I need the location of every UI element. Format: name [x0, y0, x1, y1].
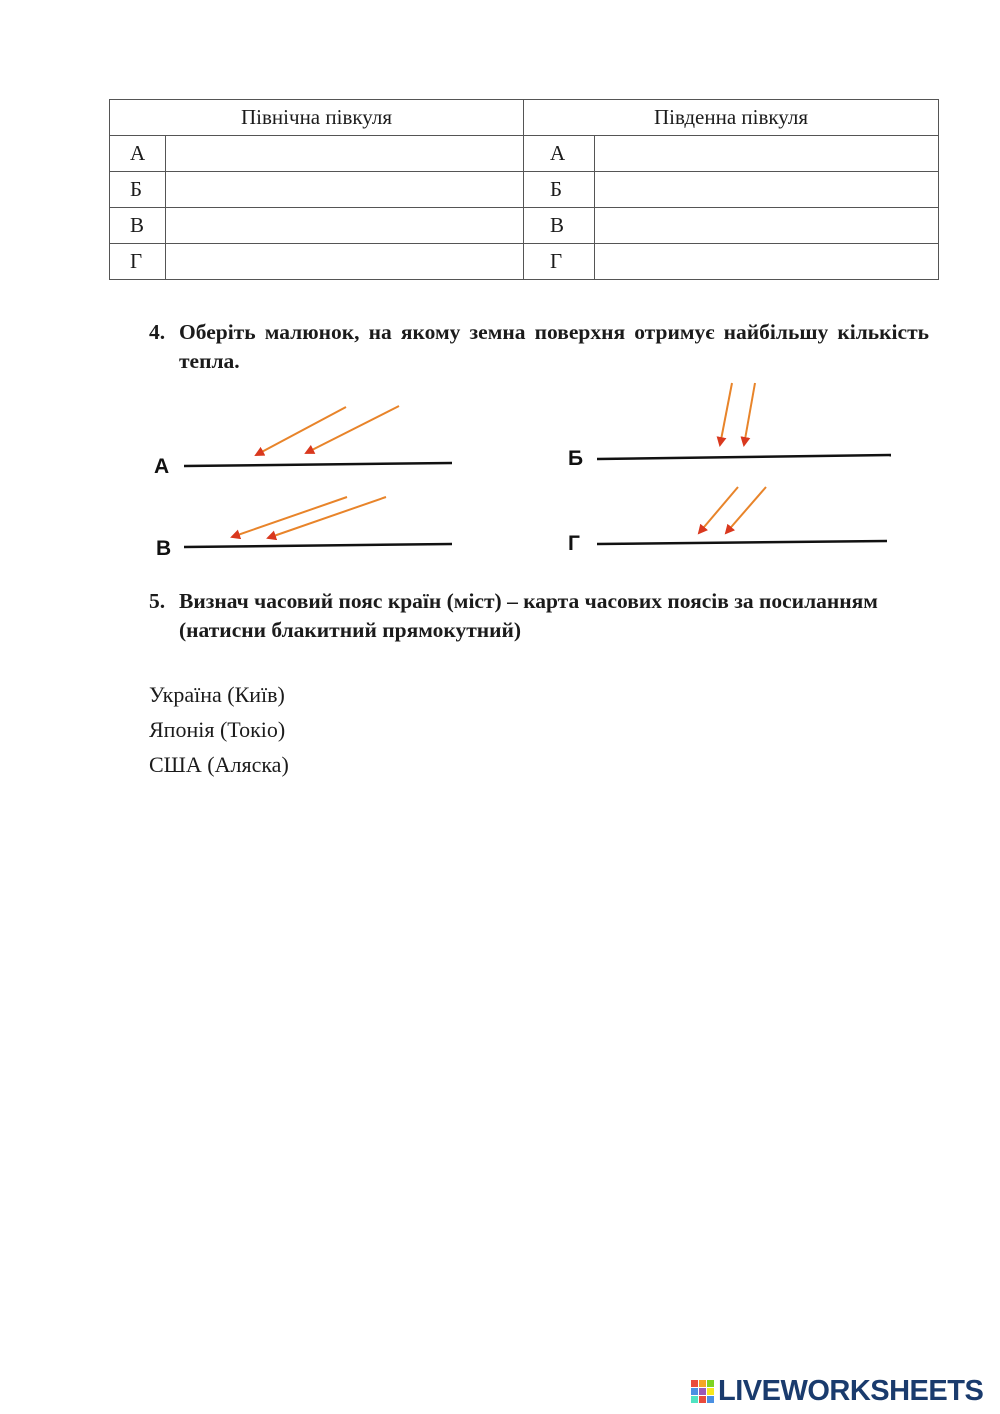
- logo-square: [707, 1396, 714, 1403]
- table-row: [110, 244, 939, 280]
- table-header-row: [110, 100, 939, 136]
- header-north: Північна півкуля: [110, 100, 524, 136]
- table-row: [110, 208, 939, 244]
- panel-label: В: [156, 537, 172, 560]
- south-answer-field[interactable]: [595, 172, 939, 208]
- north-answer-field[interactable]: [166, 172, 524, 208]
- question-text: Визнач часовий пояс країн (міст) – карта часових поясів за посиланням (натисни блакитний прямокутний): [179, 589, 878, 642]
- north-label: В: [110, 208, 166, 244]
- question-5: [149, 587, 929, 645]
- hemisphere-table: [109, 99, 939, 280]
- south-label: Г: [524, 244, 595, 280]
- north-label: Б: [110, 172, 166, 208]
- logo-square: [691, 1380, 698, 1387]
- north-label: Г: [110, 244, 166, 280]
- north-answer-field[interactable]: [166, 208, 524, 244]
- logo-square: [691, 1388, 698, 1395]
- logo-grid-icon: [691, 1380, 714, 1403]
- ground-line: [597, 541, 887, 544]
- question-number: 4.: [149, 320, 166, 344]
- sun-ray-arrow: [720, 383, 732, 445]
- sun-ray-arrow: [744, 383, 755, 445]
- north-label: А: [110, 136, 166, 172]
- logo-square: [699, 1388, 706, 1395]
- panel-v[interactable]: [156, 497, 452, 560]
- sun-ray-arrow: [306, 406, 399, 453]
- south-answer-field[interactable]: [595, 208, 939, 244]
- ground-line: [184, 463, 452, 466]
- panel-g[interactable]: [568, 487, 887, 555]
- panel-a[interactable]: [154, 406, 452, 478]
- liveworksheets-logo[interactable]: [691, 1375, 983, 1408]
- sun-ray-arrow: [256, 407, 346, 455]
- question-text: Оберіть малюнок, на якому земна поверхня отримує найбільшу кількість тепла.: [179, 320, 929, 373]
- list-item: США (Аляска): [149, 752, 289, 777]
- panel-b[interactable]: [568, 383, 891, 470]
- country-list: [149, 677, 289, 782]
- south-answer-field[interactable]: [595, 244, 939, 280]
- ground-line: [597, 455, 891, 459]
- south-answer-field[interactable]: [595, 136, 939, 172]
- table-row: [110, 172, 939, 208]
- logo-text: LIVEWORKSHEETS: [718, 1375, 984, 1407]
- logo-square: [699, 1396, 706, 1403]
- logo-square: [699, 1380, 706, 1387]
- panel-label: Б: [568, 447, 584, 470]
- logo-square: [707, 1388, 714, 1395]
- question-4: [149, 318, 929, 376]
- panel-label: Г: [568, 532, 580, 555]
- south-label: А: [524, 136, 595, 172]
- south-label: Б: [524, 172, 595, 208]
- ground-line: [184, 544, 452, 547]
- question-number: 5.: [149, 589, 166, 613]
- table-row: [110, 136, 939, 172]
- list-item: Україна (Київ): [149, 682, 285, 707]
- sun-angle-figure: [110, 375, 940, 585]
- header-south: Південна півкуля: [524, 100, 939, 136]
- south-label: В: [524, 208, 595, 244]
- list-item: Японія (Токіо): [149, 717, 286, 742]
- logo-square: [707, 1380, 714, 1387]
- north-answer-field[interactable]: [166, 244, 524, 280]
- north-answer-field[interactable]: [166, 136, 524, 172]
- logo-square: [691, 1396, 698, 1403]
- panel-label: А: [154, 455, 170, 478]
